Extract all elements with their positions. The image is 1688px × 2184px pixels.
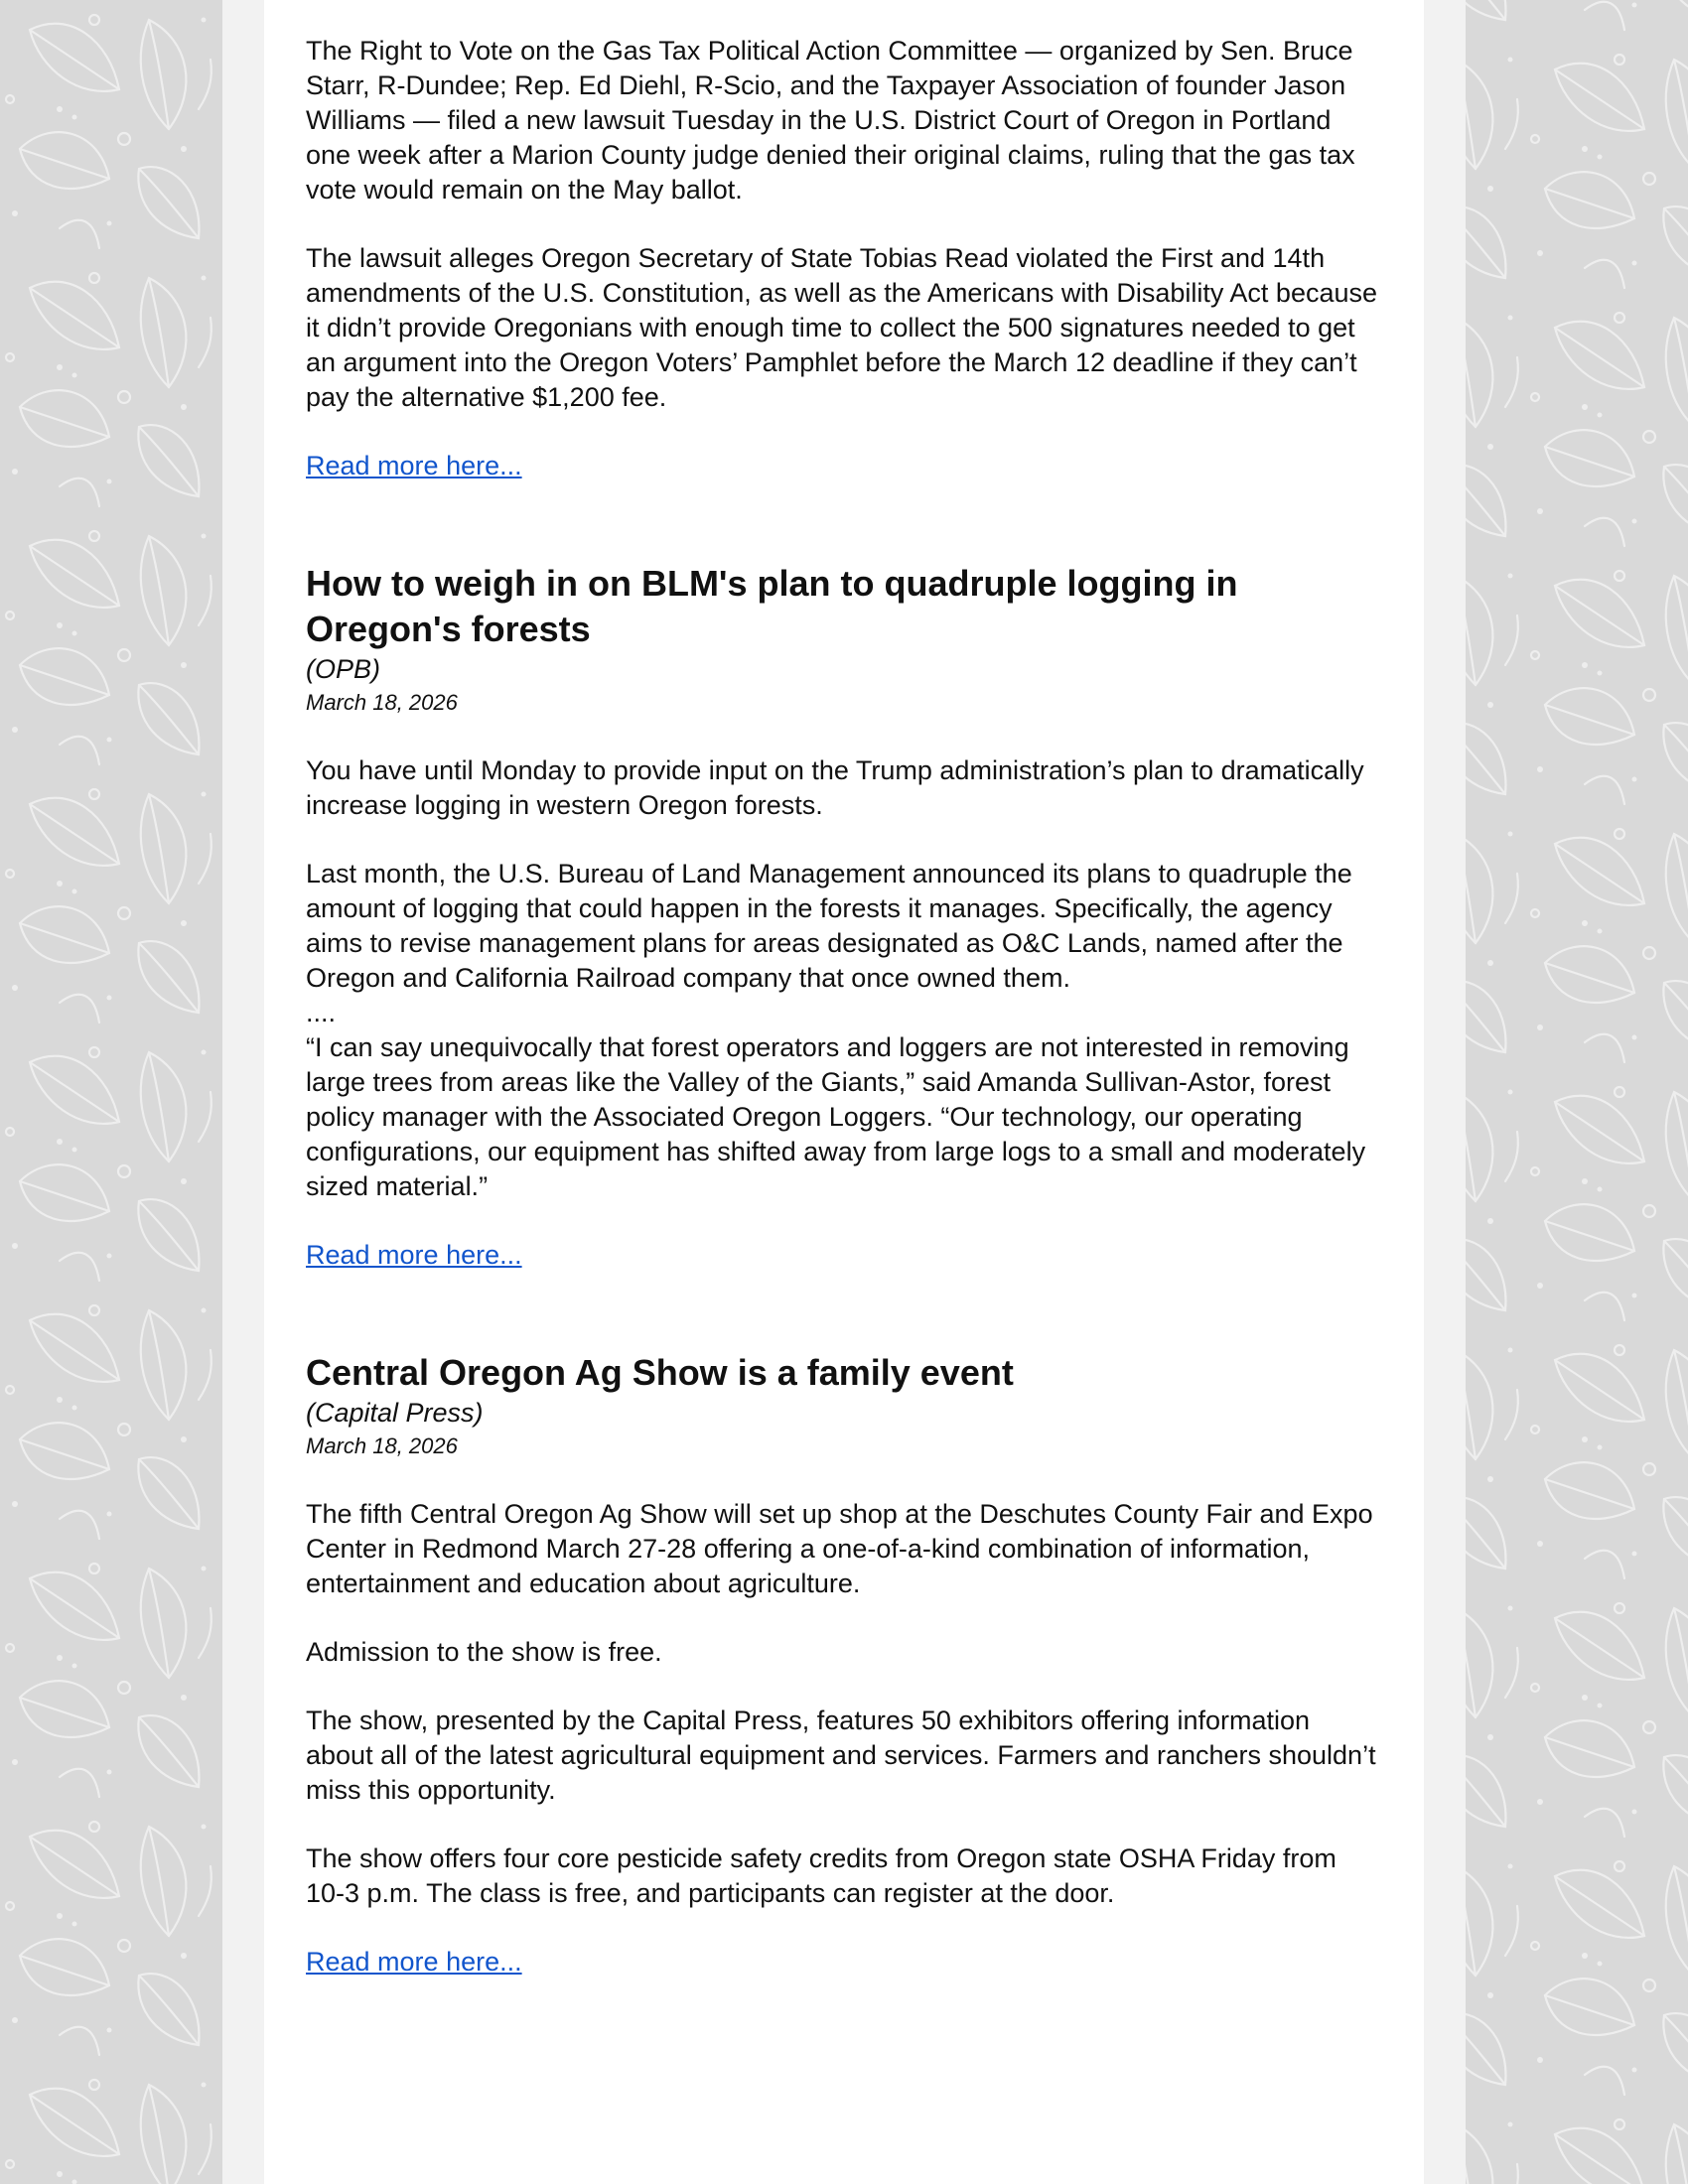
decorative-leaf-pattern-right [1466,0,1688,2184]
left-gutter [222,0,264,2184]
article-blm [306,561,1378,1273]
article-quote: “I can say unequivocally that forest operators and loggers are not interested in removing large trees from areas like the Valley of the Giants,” said Amanda Sullivan-Astor, forest policy manager with the Associated Oregon Loggers. “Our technology, our operating configurations, our equipment has shifted away from large logs to a small and moderately sized material.” [306,1032,1366,1201]
article-paragraph: The fifth Central Oregon Ag Show will set up shop at the Deschutes County Fair and Expo Center in Redmond March 27-28 offering a one-of-a-kind combination of information, entertainment and education about agriculture. [306,1499,1373,1598]
decorative-leaf-pattern-left [0,0,222,2184]
article-source: (OPB) [306,654,381,684]
read-more-link[interactable]: Read more here... [306,1240,522,1270]
read-more-link[interactable]: Read more here... [306,451,522,480]
article-paragraph: Last month, the U.S. Bureau of Land Management announced its plans to quadruple the amount of logging that could happen in the forests it manages. Specifically, the agency aims to revise management plans for areas designated as O&C Lands, named after the Oregon and California Railroad company that once owned them. [306,859,1352,993]
read-more-link[interactable]: Read more here... [306,1947,522,1977]
article-intro [306,34,1378,483]
article-date: March 18, 2026 [306,1433,458,1458]
article-paragraph: The show, presented by the Capital Press, features 50 exhibitors offering information about all of the latest agricultural equipment and services. Farmers and ranchers shouldn’t miss this opportunity. [306,1706,1376,1805]
article-paragraph: Admission to the show is free. [306,1637,662,1667]
article-paragraph: The Right to Vote on the Gas Tax Political Action Committee — organized by Sen. Bruce Starr, R-Dundee; Rep. Ed Diehl, R-Scio, and the Taxpayer Association of founder Jason Williams — filed a new lawsuit Tuesday in the U.S. District Court of Oregon in Portland one week after a Marion County judge denied their original claims, ruling that the gas tax vote would remain on the May ballot. [306,36,1355,205]
article-ellipsis: .... [306,998,337,1027]
article-paragraph: The show offers four core pesticide safety credits from Oregon state OSHA Friday from 10-3 p.m. The class is free, and participants can register at the door. [306,1843,1336,1908]
article-paragraph: The lawsuit alleges Oregon Secretary of State Tobias Read violated the First and 14th amendments of the U.S. Constitution, as well as the Americans with Disability Act because it didn’t provide Oregonians with enough time to collect the 500 signatures needed to get an argument into the Oregon Voters’ Pamphlet before the March 12 deadline if they can’t pay the alternative $1,200 fee. [306,243,1378,412]
article-date: March 18, 2026 [306,690,458,715]
article-title: Central Oregon Ag Show is a family event [306,1352,1014,1393]
article-ag-show [306,1350,1378,1979]
article-title: How to weigh in on BLM's plan to quadruple logging in Oregon's forests [306,563,1238,649]
right-gutter [1424,0,1466,2184]
article-paragraph: You have until Monday to provide input on the Trump administration’s plan to dramatically increase logging in western Oregon forests. [306,755,1364,820]
article-source: (Capital Press) [306,1398,484,1428]
newsletter-content [264,0,1424,2184]
